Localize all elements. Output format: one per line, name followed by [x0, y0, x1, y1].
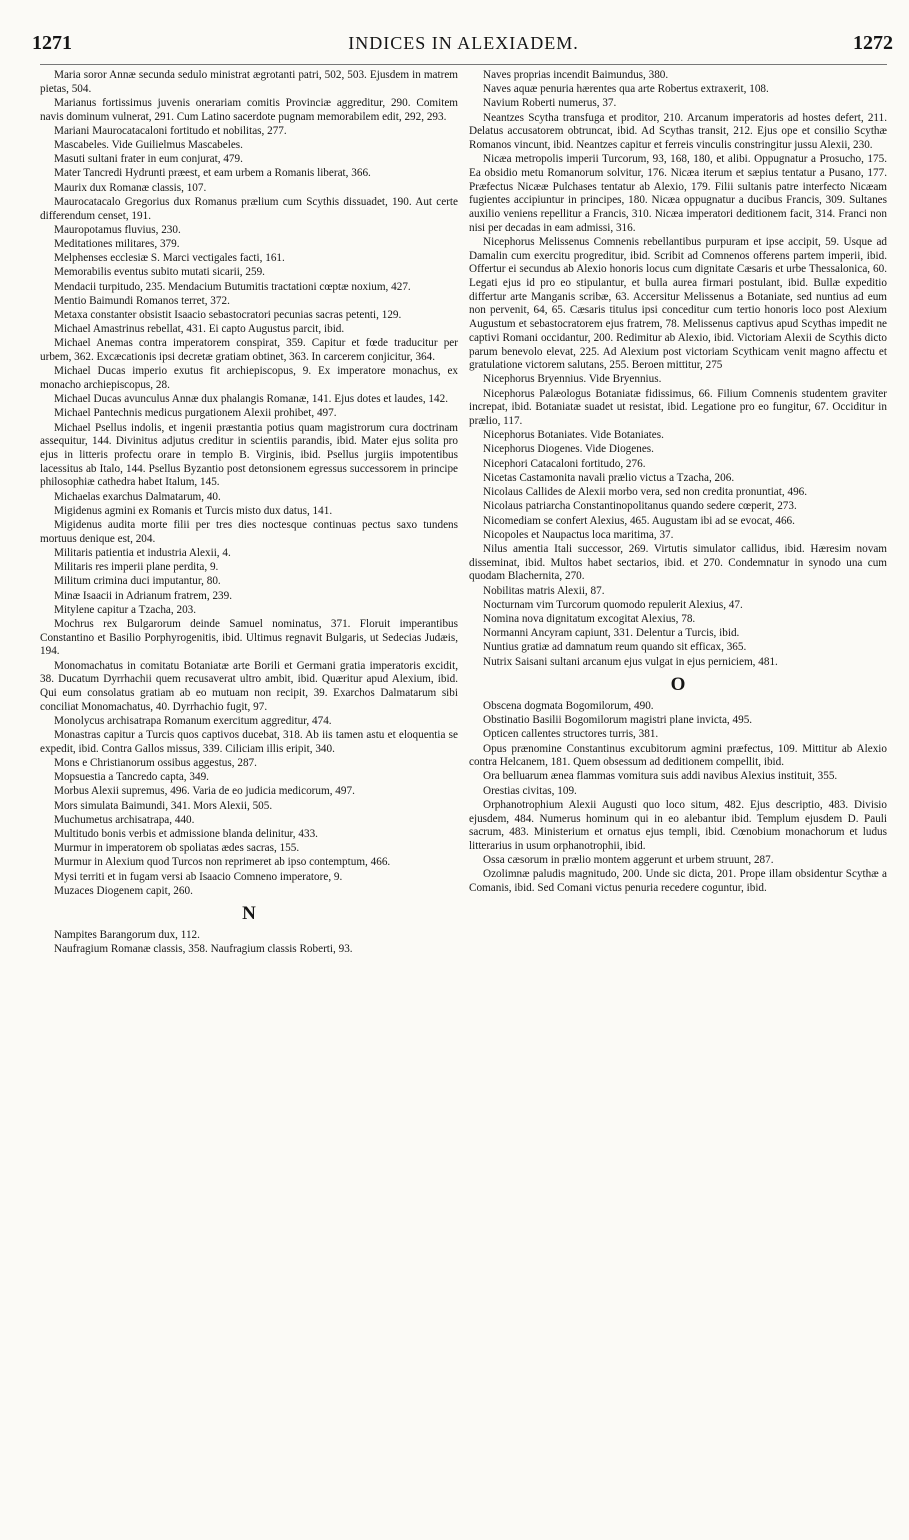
index-entry: Morbus Alexii supremus, 496. Varia de eo judicia medicorum, 497.	[54, 785, 355, 798]
index-entry: Nobilitas matris Alexii, 87.	[483, 584, 605, 597]
index-entry: Nicetas Castamonita navali prælio victus a Tzacha, 206.	[483, 471, 735, 484]
index-entry: Nocturnam vim Turcorum quomodo repulerit Alexius, 47.	[483, 598, 743, 611]
index-entry: Minæ Isaacii in Adrianum fratrem, 239.	[54, 589, 233, 602]
index-entry: Monomachatus in comitatu Botaniatæ arte Borili et Germani gratia imperatoris excidit, 38. Ducatum Dyrrhachii quem recusaverat ultro ambit, ibid. Quæritur apud Alexium, ibid. Qui eum consolatus gratiam ab eo mutuam non recipit, 39. Exarchos Dalmatarum sibi conciliat Monomachatus, 40. Dyrrhachio fugit, 97.	[40, 659, 458, 713]
index-entry: Mitylene capitur a Tzacha, 203.	[54, 603, 197, 616]
section-letter: O	[670, 674, 686, 696]
index-entry: Nicopoles et Naupactus loca maritima, 37.	[483, 528, 674, 541]
index-entry: Masuti sultani frater in eum conjurat, 479.	[54, 153, 243, 166]
index-entry: Meditationes militares, 379.	[54, 237, 180, 250]
index-entry: Maria soror Annæ secunda sedulo ministrat ægrotanti patri, 502, 503. Ejusdem in matrem pietas, 504.	[40, 69, 458, 95]
index-entry: Nuntius gratiæ ad damnatum reum quando sit efficax, 365.	[483, 641, 747, 654]
index-entry: Murmur in Alexium quod Turcos non reprimeret ab ipso contemptum, 466.	[54, 856, 391, 869]
index-entry: Nutrix Saisani sultani arcanum ejus vulgat in ejus perniciem, 481.	[483, 655, 778, 668]
index-entry: Nomina nova dignitatum excogitat Alexius, 78.	[483, 612, 696, 625]
index-entry: Mons e Christianorum ossibus aggestus, 287.	[54, 756, 257, 769]
index-entry: Nicephorus Botaniates. Vide Botaniates.	[483, 429, 664, 442]
index-entry: Monolycus archisatrapa Romanum exercitum aggreditur, 474.	[54, 714, 332, 727]
index-entry: Michael Ducas imperio exutus fit archiepiscopus, 9. Ex imperatore monachus, ex monacho archiepiscopus, 28.	[40, 365, 458, 391]
index-entry: Nampites Barangorum dux, 112.	[54, 929, 200, 942]
index-entry: Michael Pantechnis medicus purgationem Alexii prohibet, 497.	[54, 407, 337, 420]
index-entry: Nicephorus Palæologus Botaniatæ fidissimus, 66. Filium Comnenis studentem graviter increpat, ibid. Botaniatæ suadet ut resistat, ibid. Legatione pro eo fungitur, 67. Occiditur in prælio, 117.	[469, 387, 887, 428]
index-entry: Nicolaus Callides de Alexii morbo vera, sed non credita pronuntiat, 496.	[483, 486, 808, 499]
index-entry: Nicephori Catacaloni fortitudo, 276.	[483, 457, 646, 470]
index-entry: Mors simulata Baimundi, 341. Mors Alexii, 505.	[54, 799, 273, 812]
index-entry: Melphenses ecclesiæ S. Marci vectigales facti, 161.	[54, 252, 285, 265]
index-entry: Monastras capitur a Turcis quos captivos ducebat, 318. Ab iis tamen astu et eloquentia se expedit, ibid. Contra Gallos missus, 339. Ciliciam illis eripit, 340.	[40, 729, 458, 755]
index-entry: Nicolaus patriarcha Constantinopolitanus quando sedere cœperit, 273.	[483, 500, 797, 513]
index-entry: Orphanotrophium Alexii Augusti quo loco situm, 482. Ejus descriptio, 483. Divisio ejusdem, 484. Numerus hominum qui in eo alebantur ibid. Templum ejusdem D. Pauli sacrum, 483. Ministerium et ornatus ejus templi, ibid. Cœnobium monachorum et ludus litterarius in usum orphanotrophii, ibid.	[469, 798, 887, 852]
index-entry: Mentio Baimundi Romanos terret, 372.	[54, 294, 230, 307]
index-entry: Michael Ducas avunculus Annæ dux phalangis Romanæ, 141. Ejus dotes et laudes, 142.	[54, 393, 448, 406]
page-header	[32, 30, 893, 65]
index-entry: Memorabilis eventus subito mutati sicarii, 259.	[54, 266, 265, 279]
index-entry: Militaris patientia et industria Alexii, 4.	[54, 546, 231, 559]
index-entry: Ozolimnæ paludis magnitudo, 200. Unde sic dicta, 201. Prope illam obsidentur Scythæ a Comanis, ibid. Sed Comani victus penuria recedere coguntur, ibid.	[469, 868, 887, 895]
index-entry: Navium Roberti numerus, 37.	[483, 97, 617, 110]
index-entry: Obstinatio Basilii Bogomilorum magistri plane invicta, 495.	[483, 714, 753, 727]
index-entry: Michael Psellus indolis, et ingenii præstantia potius quam magistrorum cura doctrinam assequitur, 144. Divinitus adjutus creditur in scientiis parandis, ibid. Mater ejus solita pro ejus in litteris profectu orare in templo B. Virginis, ibid. Psellus jurgiis impotentibus lacessitus ab Italo, 144. Psellus Byzantio post detonsionem egressus successorem in principe philosophiæ cathedra habet Italum, 145.	[40, 421, 458, 489]
index-entry: Ossa cæsorum in prælio montem aggerunt et urbem struunt, 287.	[483, 854, 774, 867]
index-entry: Migidenus agmini ex Romanis et Turcis misto dux datus, 141.	[54, 504, 333, 517]
index-entry: Mariani Maurocatacaloni fortitudo et nobilitas, 277.	[54, 124, 287, 137]
index-entry: Murmur in imperatorem ob spoliatas ædes sacras, 155.	[54, 842, 300, 855]
index-entry: Nicephorus Bryennius. Vide Bryennius.	[483, 373, 662, 386]
right-column	[469, 69, 887, 958]
index-entry: Michael Anemas contra imperatorem conspirat, 359. Capitur et fœde traducitur per urbem, 362. Excæcationis ipsi decretæ gratiam obtinet, 363. In carcerem conjicitur, 364.	[40, 337, 458, 364]
index-entry: Michaelas exarchus Dalmatarum, 40.	[54, 490, 221, 503]
index-entry: Nicæa metropolis imperii Turcorum, 93, 168, 180, et alibi. Oppugnatur a Prosucho, 175. Ea obsidio metu Romanorum solvitur, 176. Nicæa iterum et sæpius tentatur a Pusano, 177. Præfectus Nicææ Pulchases tentatur ab Alexio, 179. Filii sultanis patre interfecto Nicæam fugientes accipiuntur in principes, 180. Nicæa oppugnatur a ducibus Francis, 309. Sultanes auxilio veniens repellitur a Francis, 310. Nicæa imperatori deditionem facit, 314. Franci non nisi per decadas in eam admissi, 316.	[469, 153, 887, 234]
index-entry: Maurix dux Romanæ classis, 107.	[54, 181, 207, 194]
index-entry: Nicephorus Melissenus Comnenis rebellantibus purpuram et ipse accipit, 59. Usque ad Damalin cum exercitu progreditur, ibid. Scribit ad Comnenos offerens partem imperii, ibid. Offertur ei secundus ab Alexio honoris locus cum dignitate Cæsaris et urbe Thessalonica, 60. Legati ejus id pro eo stipulantur, et bulla aurea firmari postulant, ibid. Bullæ expeditio differtur arte Manganis scribæ, 63. Accersitur Melissenus a Botaniate, sed nuntius ad eum non pervenit, 64, 65. Cæsaris titulus ipsi conceditur cum tertio honoris loco post Alexium Augustum et sebastocratorem ejus fratrem, 78. Melissenus captivus apud Scythas impedit ne captivi Romani occidantur, 200. Redimitur ab Alexio, ibid. Victoriam Alexii de Scythis dicto parum benevolo elevat, 225. Ad Alexium post victoriam Scythicam venit magno affectu et gratulatione victorem salutans, 255. Beroen mittitur, 275	[469, 235, 887, 372]
left-column	[40, 69, 458, 958]
page-number-left: 1271	[32, 32, 72, 54]
index-entry: Obscena dogmata Bogomilorum, 490.	[483, 699, 654, 712]
index-entry: Mauropotamus fluvius, 230.	[54, 223, 181, 236]
index-entry: Maurocatacalo Gregorius dux Romanus prælium cum Scythis dissuadet, 190. Aut certe differendum censet, 191.	[40, 195, 458, 222]
index-entry: Muzaces Diogenem capit, 260.	[54, 884, 193, 897]
index-entry: Normanni Ancyram capiunt, 331. Delentur a Turcis, ibid.	[483, 627, 740, 640]
index-entry: Muchumetus archisatrapa, 440.	[54, 813, 195, 826]
index-entry: Mater Tancredi Hydrunti præest, et eam urbem a Romanis liberat, 366.	[54, 167, 371, 180]
index-entry: Nilus amentia Itali successor, 269. Virtutis simulator callidus, ibid. Hæresim novam disseminat, ibid. Multos habet sectarios, ibid. et 270. Condemnatur in synodo una cum quodam Blachernita, 270.	[469, 542, 887, 583]
index-entry: Mysi territi et in fugam versi ab Isaacio Comneno imperatore, 9.	[54, 870, 343, 883]
index-entry: Naves proprias incendit Baimundus, 380.	[483, 69, 669, 81]
running-title: INDICES IN ALEXIADEM.	[348, 33, 579, 53]
index-entry: Opus prænomine Constantinus excubitorum agmini præfectus, 109. Mittitur ab Alexio contra Helcanem, 181. Quem obsessum ad deditionem compellit, ibid.	[469, 742, 887, 769]
index-entry: Mochrus rex Bulgarorum deinde Samuel nominatus, 371. Floruit imperantibus Constantino et Basilio Porphyrogenitis, ibid. Ultimus regnavit Bulgaris, ut Sedecias Judæis, 194.	[40, 617, 458, 658]
index-entry: Militum crimina duci imputantur, 80.	[54, 575, 221, 588]
index-entry: Mendacii turpitudo, 235. Mendacium Butumitis tractationi cœptæ noxium, 427.	[54, 280, 411, 293]
index-entry: Migidenus audita morte filii per tres dies noctesque continuas pectus saxo tundens mortuus denique est, 204.	[40, 519, 458, 545]
section-letter: N	[242, 903, 256, 925]
index-entry: Michael Amastrinus rebellat, 431. Ei capto Augustus parcit, ibid.	[54, 323, 345, 336]
index-entry: Naves aquæ penuria hærentes qua arte Robertus extraxerit, 108.	[483, 83, 769, 96]
index-entry: Naufragium Romanæ classis, 358. Naufragium classis Roberti, 93.	[54, 943, 353, 956]
index-entry: Mascabeles. Vide Guilielmus Mascabeles.	[54, 139, 243, 152]
index-entry: Militaris res imperii plane perdita, 9.	[54, 561, 219, 574]
index-entry: Marianus fortissimus juvenis onerariam comitis Provinciæ aggreditur, 290. Comitem navis dominum vulnerat, 291. Cum Latino sacerdote pugnam memorabilem edit, 292, 293.	[40, 96, 458, 123]
page-number-right: 1272	[853, 32, 893, 54]
index-entry: Multitudo bonis verbis et admissione blanda delinitur, 433.	[54, 827, 318, 840]
index-entry: Nicephorus Diogenes. Vide Diogenes.	[483, 443, 654, 456]
index-entry: Orestias civitas, 109.	[483, 784, 577, 797]
index-entry: Neantzes Scytha transfuga et proditor, 210. Arcanum imperatoris ad hostes defert, 211. Delatus accusatorem obtruncat, ibid. Ad Scythas transit, 212. Ejus ope et consilio Scythæ Romanos vincunt, ibid. Neantzes capitur et ferreis vinculis constringitur jussu Alexii, 230.	[469, 111, 887, 152]
index-entry: Opticen callentes structores turris, 381.	[483, 728, 659, 741]
index-entry: Mopsuestia a Tancredo capta, 349.	[54, 771, 209, 784]
index-entry: Nicomediam se confert Alexius, 465. Augustam ibi ad se evocat, 466.	[483, 514, 795, 527]
index-entry: Ora belluarum ænea flammas vomitura suis addi navibus Alexius instituit, 355.	[483, 770, 838, 783]
index-entry: Metaxa constanter obsistit Isaacio sebastocratori pecunias sacras petenti, 129.	[54, 308, 402, 321]
